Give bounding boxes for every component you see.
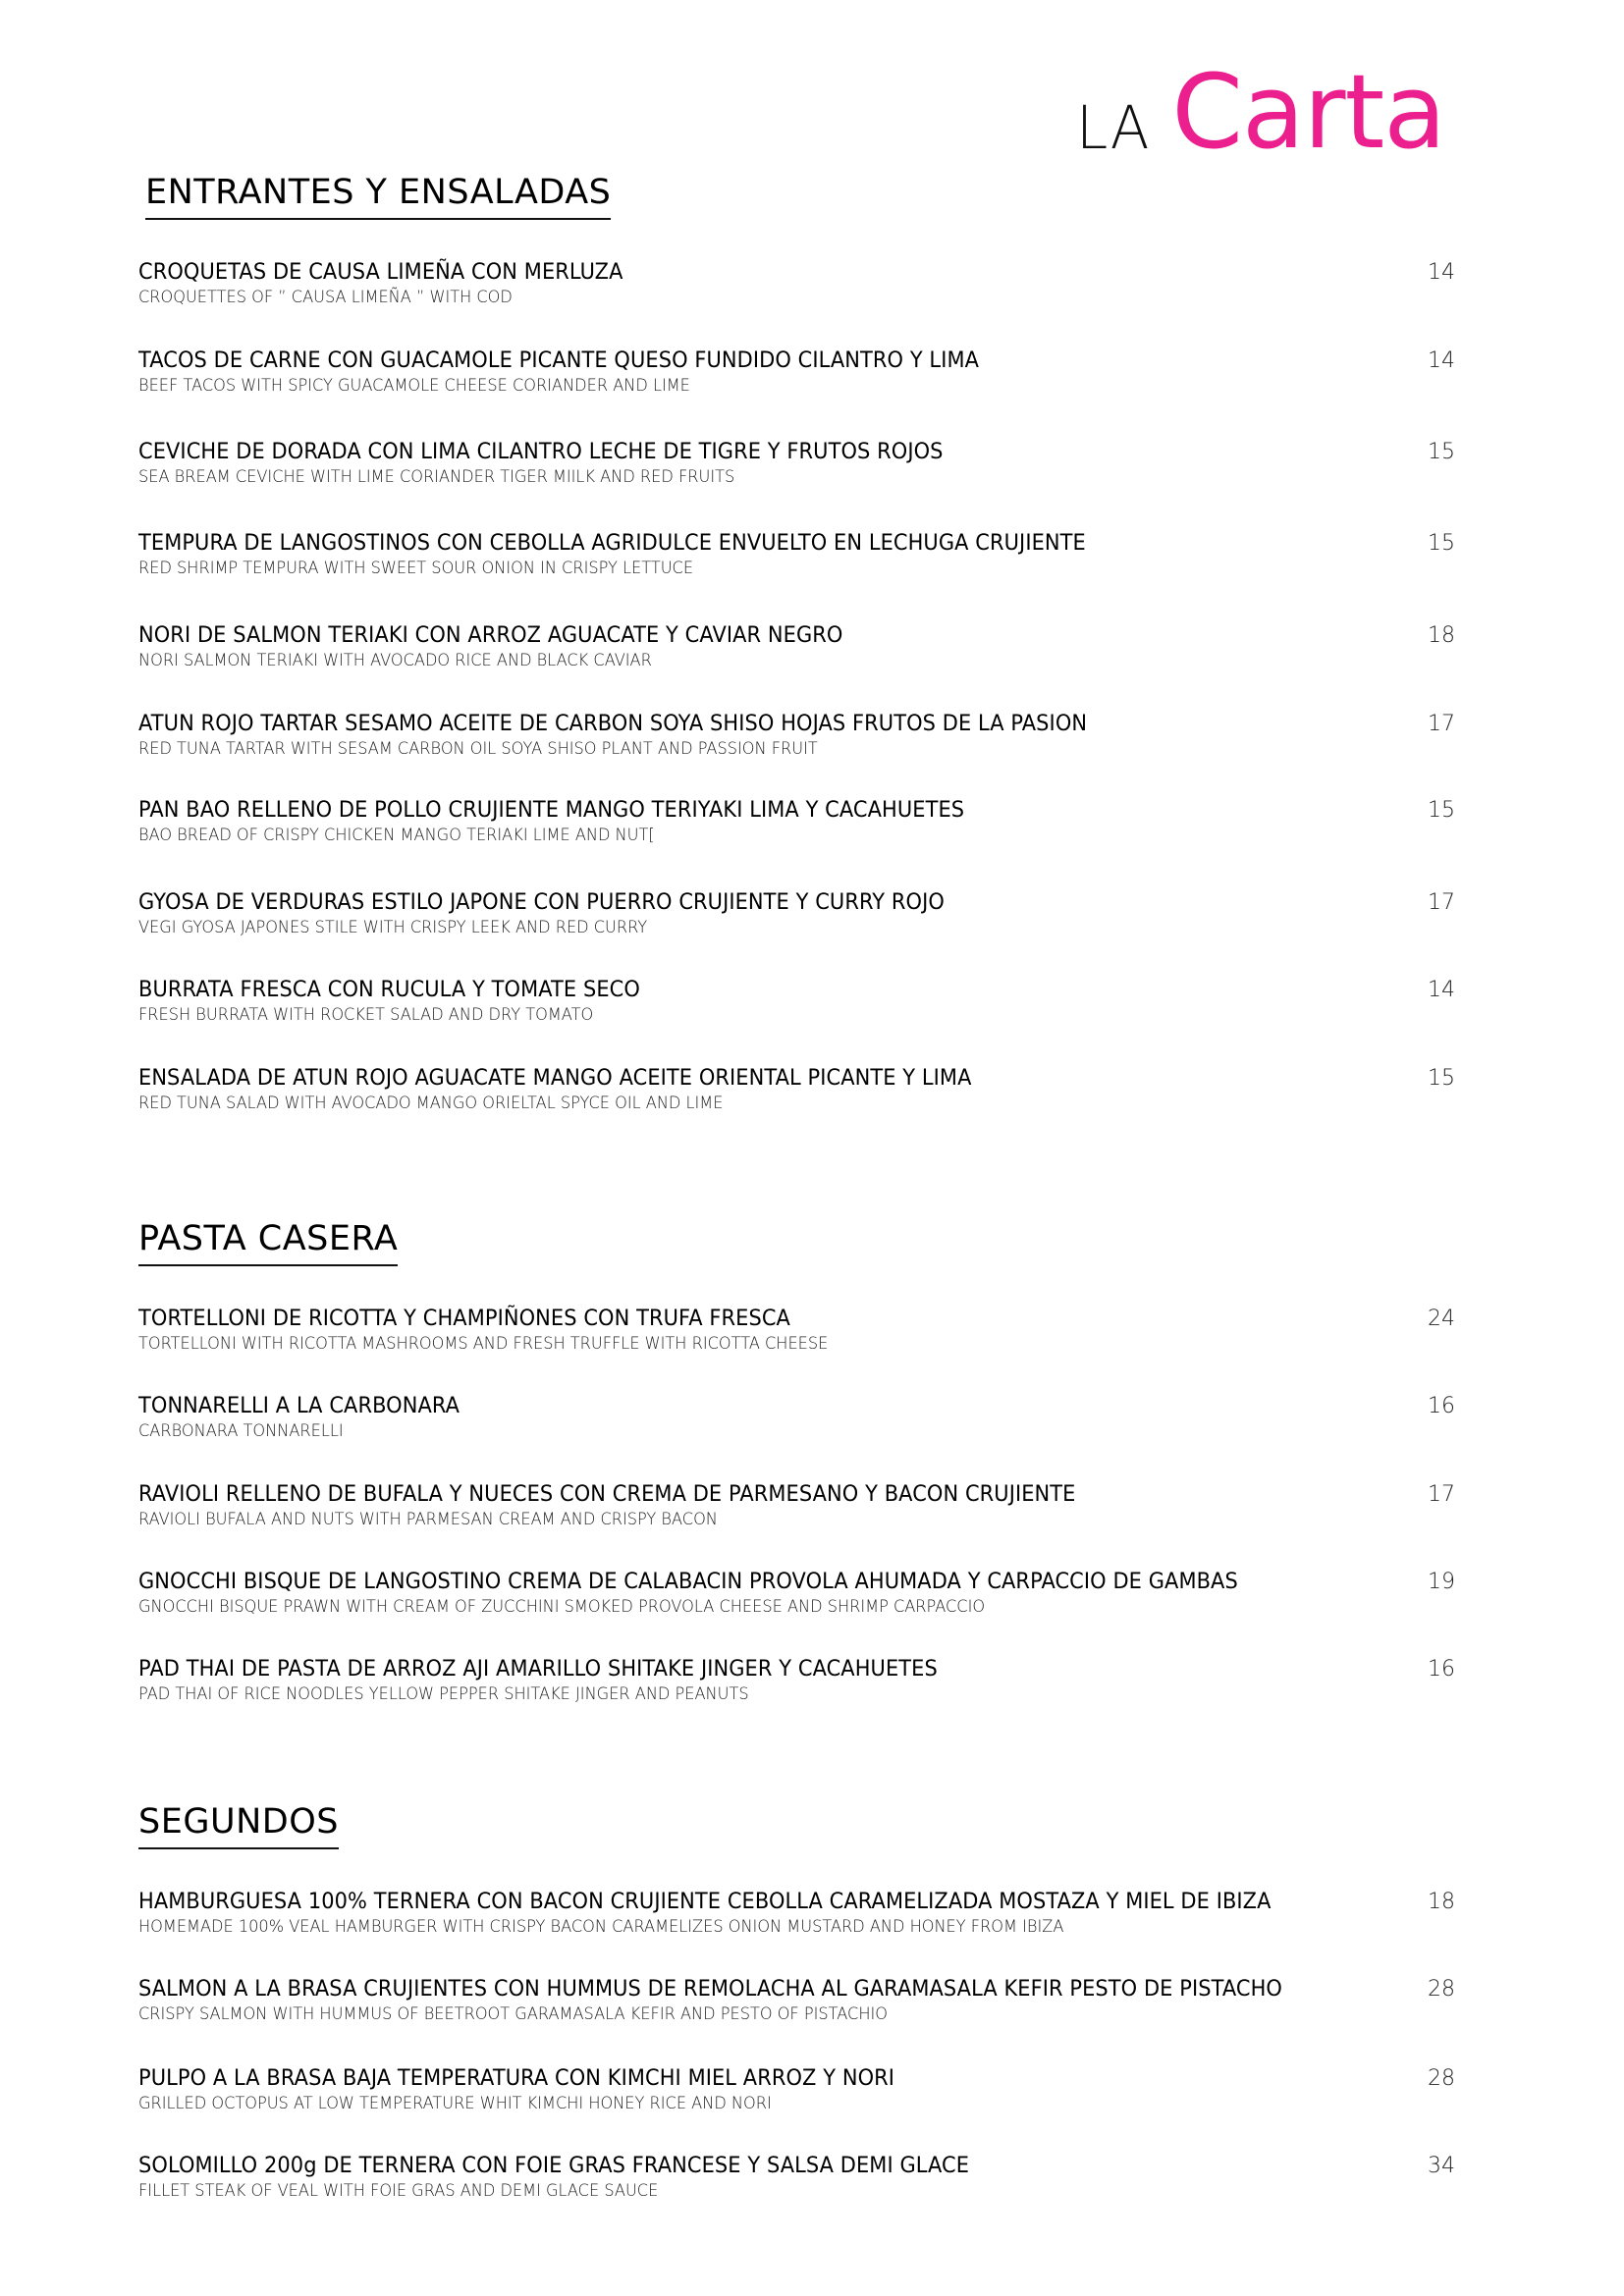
item-description: TORTELLONI WITH RICOTTA MASHROOMS AND FRESH TRUFFLE WITH RICOTTA CHEESE bbox=[138, 1334, 829, 1354]
menu-item bbox=[138, 347, 1455, 397]
item-name: SOLOMILLO 200g DE TERNERA CON FOIE GRAS FRANCESE Y SALSA DEMI GLACE bbox=[138, 2154, 970, 2178]
menu-item bbox=[138, 2065, 1455, 2114]
item-price: 16 bbox=[1428, 1394, 1455, 1418]
item-description: GRILLED OCTOPUS AT LOW TEMPERATURE WHIT KIMCHI HONEY RICE AND NORI bbox=[138, 2094, 772, 2113]
item-price: 15 bbox=[1428, 1066, 1455, 1091]
item-name: BURRATA FRESCA CON RUCULA Y TOMATE SECO bbox=[138, 978, 640, 1002]
item-price: 15 bbox=[1428, 531, 1455, 556]
item-price: 14 bbox=[1428, 348, 1455, 373]
item-name: CROQUETAS DE CAUSA LIMEÑA CON MERLUZA bbox=[138, 260, 623, 285]
item-price: 19 bbox=[1428, 1570, 1455, 1594]
item-name: TORTELLONI DE RICOTTA Y CHAMPIÑONES CON TRUFA FRESCA bbox=[138, 1307, 790, 1331]
item-price: 18 bbox=[1428, 623, 1455, 648]
item-description: FILLET STEAK OF VEAL WITH FOIE GRAS AND DEMI GLACE SAUCE bbox=[138, 2181, 659, 2201]
item-description: RAVIOLI BUFALA AND NUTS WITH PARMESAN CREAM AND CRISPY BACON bbox=[138, 1510, 718, 1529]
item-description: HOMEMADE 100% VEAL HAMBURGER WITH CRISPY BACON CARAMELIZES ONION MUSTARD AND HONEY FROM IBIZA bbox=[138, 1917, 1064, 1937]
item-price: 28 bbox=[1428, 2066, 1455, 2091]
menu-item bbox=[138, 797, 1455, 846]
item-name: HAMBURGUESA 100% TERNERA CON BACON CRUJIENTE CEBOLLA CARAMELIZADA MOSTAZA Y MIEL DE IBIZA bbox=[138, 1890, 1272, 1914]
item-description: GNOCCHI BISQUE PRAWN WITH CREAM OF ZUCCHINI SMOKED PROVOLA CHEESE AND SHRIMP CARPACCIO bbox=[138, 1597, 986, 1617]
item-price: 28 bbox=[1428, 1977, 1455, 2002]
item-name: ENSALADA DE ATUN ROJO AGUACATE MANGO ACEITE ORIENTAL PICANTE Y LIMA bbox=[138, 1066, 972, 1091]
item-name: TEMPURA DE LANGOSTINOS CON CEBOLLA AGRIDULCE ENVUELTO EN LECHUGA CRUJIENTE bbox=[138, 531, 1086, 556]
menu-item bbox=[138, 1306, 1455, 1355]
item-price: 18 bbox=[1428, 1890, 1455, 1914]
section-title: SEGUNDOS bbox=[138, 1798, 339, 1849]
item-description: RED SHRIMP TEMPURA WITH SWEET SOUR ONION IN CRISPY LETTUCE bbox=[138, 559, 694, 578]
menu-logo bbox=[1076, 52, 1445, 172]
logo-word: Carta bbox=[1171, 52, 1445, 172]
menu-item bbox=[138, 1065, 1455, 1114]
item-name: RAVIOLI RELLENO DE BUFALA Y NUECES CON CREMA DE PARMESANO Y BACON CRUJIENTE bbox=[138, 1482, 1076, 1507]
section-title: PASTA CASERA bbox=[138, 1215, 398, 1266]
item-description: SEA BREAM CEVICHE WITH LIME CORIANDER TIGER MIILK AND RED FRUITS bbox=[138, 467, 735, 487]
item-description: VEGI GYOSA JAPONES STILE WITH CRISPY LEEK AND RED CURRY bbox=[138, 918, 648, 937]
menu-item bbox=[138, 1393, 1455, 1442]
item-name: GNOCCHI BISQUE DE LANGOSTINO CREMA DE CALABACIN PROVOLA AHUMADA Y CARPACCIO DE GAMBAS bbox=[138, 1570, 1238, 1594]
menu-item bbox=[138, 977, 1455, 1026]
item-price: 17 bbox=[1428, 1482, 1455, 1507]
item-description: RED TUNA TARTAR WITH SESAM CARBON OIL SOYA SHISO PLANT AND PASSION FRUIT bbox=[138, 739, 818, 759]
section-segundos bbox=[138, 1798, 1455, 2201]
item-description: CRISPY SALMON WITH HUMMUS OF BEETROOT GARAMASALA KEFIR AND PESTO OF PISTACHIO bbox=[138, 2004, 888, 2024]
item-price: 15 bbox=[1428, 798, 1455, 823]
item-description: BEEF TACOS WITH SPICY GUACAMOLE CHEESE CORIANDER AND LIME bbox=[138, 376, 690, 396]
item-price: 14 bbox=[1428, 260, 1455, 285]
item-name: TONNARELLI A LA CARBONARA bbox=[138, 1394, 460, 1418]
item-price: 15 bbox=[1428, 440, 1455, 464]
item-description: RED TUNA SALAD WITH AVOCADO MANGO ORIELTAL SPYCE OIL AND LIME bbox=[138, 1094, 724, 1113]
item-description: FRESH BURRATA WITH ROCKET SALAD AND DRY TOMATO bbox=[138, 1005, 594, 1025]
item-description: NORI SALMON TERIAKI WITH AVOCADO RICE AND BLACK CAVIAR bbox=[138, 651, 652, 670]
item-description: PAD THAI OF RICE NOODLES YELLOW PEPPER SHITAKE JINGER AND PEANUTS bbox=[138, 1684, 749, 1704]
menu-item bbox=[138, 1976, 1455, 2025]
item-name: ATUN ROJO TARTAR SESAMO ACEITE DE CARBON SOYA SHISO HOJAS FRUTOS DE LA PASION bbox=[138, 712, 1088, 736]
menu-item bbox=[138, 530, 1455, 579]
item-name: PULPO A LA BRASA BAJA TEMPERATURA CON KIMCHI MIEL ARROZ Y NORI bbox=[138, 2066, 895, 2091]
menu-item bbox=[138, 1481, 1455, 1530]
menu-item bbox=[138, 1656, 1455, 1705]
item-name: SALMON A LA BRASA CRUJIENTES CON HUMMUS DE REMOLACHA AL GARAMASALA KEFIR PESTO DE PISTACHO bbox=[138, 1977, 1282, 2002]
menu-item bbox=[138, 1569, 1455, 1618]
item-price: 34 bbox=[1428, 2154, 1455, 2178]
item-description: BAO BREAD OF CRISPY CHICKEN MANGO TERIAKI LIME AND NUT[ bbox=[138, 826, 655, 845]
item-price: 17 bbox=[1428, 712, 1455, 736]
item-name: PAN BAO RELLENO DE POLLO CRUJIENTE MANGO TERIYAKI LIMA Y CACAHUETES bbox=[138, 798, 965, 823]
section-entrantes bbox=[138, 169, 1455, 1113]
item-description: CARBONARA TONNARELLI bbox=[138, 1421, 344, 1441]
menu-item bbox=[138, 259, 1455, 308]
menu-item bbox=[138, 2153, 1455, 2202]
item-price: 16 bbox=[1428, 1657, 1455, 1682]
logo-prefix: LA bbox=[1076, 92, 1151, 163]
menu-item bbox=[138, 439, 1455, 488]
item-price: 14 bbox=[1428, 978, 1455, 1002]
section-title: ENTRANTES Y ENSALADAS bbox=[145, 169, 611, 220]
item-name: NORI DE SALMON TERIAKI CON ARROZ AGUACATE Y CAVIAR NEGRO bbox=[138, 623, 843, 648]
item-name: PAD THAI DE PASTA DE ARROZ AJI AMARILLO SHITAKE JINGER Y CACAHUETES bbox=[138, 1657, 938, 1682]
item-name: GYOSA DE VERDURAS ESTILO JAPONE CON PUERRO CRUJIENTE Y CURRY ROJO bbox=[138, 890, 945, 915]
menu-item bbox=[138, 1889, 1455, 1938]
menu-item bbox=[138, 711, 1455, 760]
menu-item bbox=[138, 622, 1455, 671]
item-description: CROQUETTES OF ” CAUSA LIMEÑA ” WITH COD bbox=[138, 288, 513, 307]
item-name: CEVICHE DE DORADA CON LIMA CILANTRO LECHE DE TIGRE Y FRUTOS ROJOS bbox=[138, 440, 944, 464]
item-price: 24 bbox=[1428, 1307, 1455, 1331]
item-name: TACOS DE CARNE CON GUACAMOLE PICANTE QUESO FUNDIDO CILANTRO Y LIMA bbox=[138, 348, 980, 373]
menu-item bbox=[138, 889, 1455, 938]
section-pasta bbox=[138, 1215, 1455, 1704]
item-price: 17 bbox=[1428, 890, 1455, 915]
